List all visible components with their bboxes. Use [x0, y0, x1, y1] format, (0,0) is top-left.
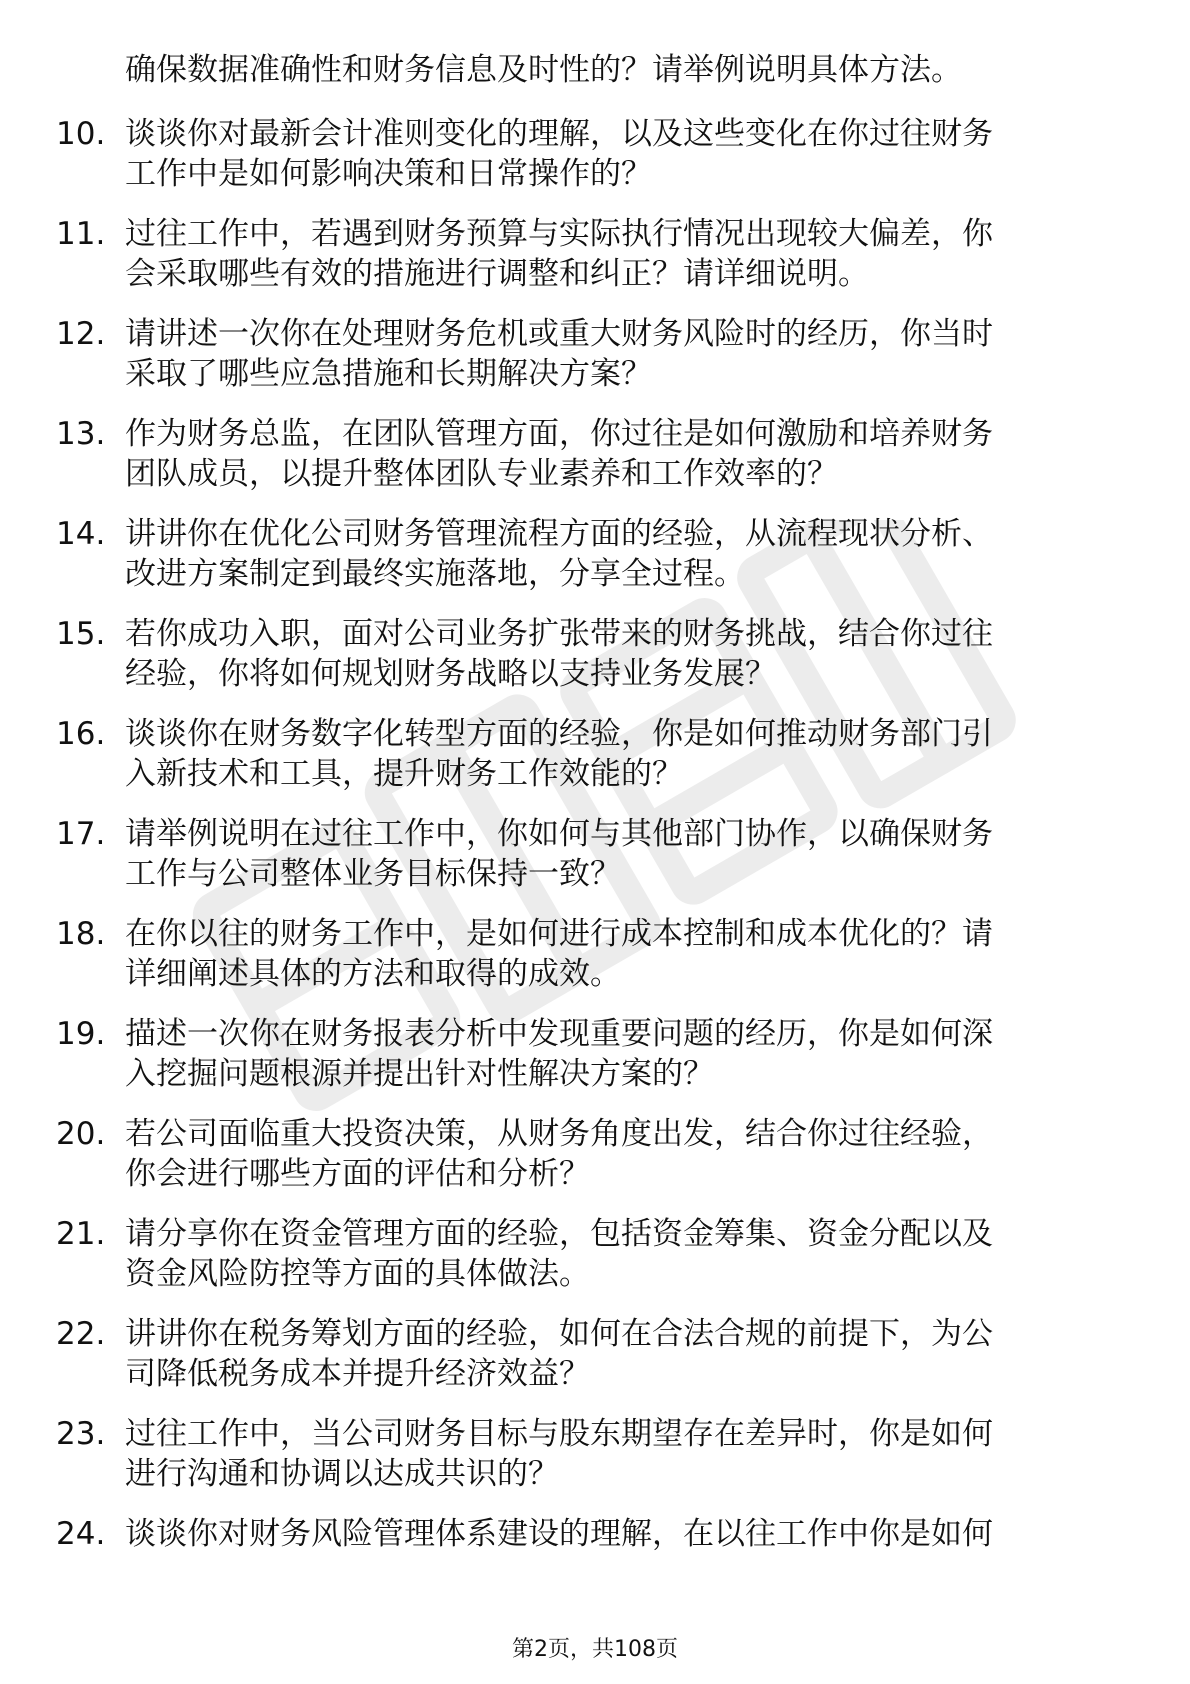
question-text-line: 工作中是如何影响决策和日常操作的？	[125, 156, 652, 192]
question-number: 21.	[56, 1216, 106, 1252]
list-item	[0, 612, 1190, 712]
list-item	[0, 1312, 1190, 1412]
question-number: 23.	[56, 1416, 106, 1452]
page-number-footer: 第2页，共108页	[512, 1637, 678, 1662]
list-item	[0, 812, 1190, 912]
question-text-line: 司降低税务成本并提升经济效益？	[125, 1356, 590, 1392]
question-text-line: 若你成功入职，面对公司业务扩张带来的财务挑战，结合你过往	[125, 616, 993, 652]
list-item	[0, 312, 1190, 412]
question-text-line: 入挖掘问题根源并提出针对性解决方案的？	[125, 1056, 714, 1092]
list-item	[0, 1112, 1190, 1212]
list-item	[0, 412, 1190, 512]
question-text-line: 请分享你在资金管理方面的经验，包括资金筹集、资金分配以及	[125, 1216, 993, 1252]
question-text-line: 进行沟通和协调以达成共识的？	[125, 1456, 559, 1492]
question-list	[0, 112, 1190, 1612]
list-item	[0, 212, 1190, 312]
question-number: 18.	[56, 916, 106, 952]
question-number: 14.	[56, 516, 106, 552]
question-text-line: 过往工作中，若遇到财务预算与实际执行情况出现较大偏差，你	[125, 216, 993, 252]
question-text-line: 谈谈你对财务风险管理体系建设的理解，在以往工作中你是如何	[125, 1516, 993, 1552]
question-text-line: 描述一次你在财务报表分析中发现重要问题的经历，你是如何深	[125, 1016, 993, 1052]
question-text-line: 资金风险防控等方面的具体做法。	[125, 1256, 590, 1292]
question-text-line: 经验，你将如何规划财务战略以支持业务发展？	[125, 656, 776, 692]
question-text-line: 谈谈你对最新会计准则变化的理解，以及这些变化在你过往财务	[125, 116, 993, 152]
list-item	[0, 112, 1190, 212]
question-number: 11.	[56, 216, 106, 252]
question-text-line: 采取了哪些应急措施和长期解决方案？	[125, 356, 652, 392]
question-text-line: 你会进行哪些方面的评估和分析？	[125, 1156, 590, 1192]
question-text-line: 请举例说明在过往工作中，你如何与其他部门协作，以确保财务	[125, 816, 993, 852]
question-number: 10.	[56, 116, 106, 152]
question-text-line: 工作与公司整体业务目标保持一致？	[125, 856, 621, 892]
question-text-line: 过往工作中，当公司财务目标与股东期望存在差异时，你是如何	[125, 1416, 993, 1452]
question-text-line: 会采取哪些有效的措施进行调整和纠正？请详细说明。	[125, 256, 869, 292]
question-number: 16.	[56, 716, 106, 752]
question-text-line: 讲讲你在税务筹划方面的经验，如何在合法合规的前提下，为公	[125, 1316, 993, 1352]
question-text-line: 入新技术和工具，提升财务工作效能的？	[125, 756, 683, 792]
question-number: 13.	[56, 416, 106, 452]
question-text-line: 改进方案制定到最终实施落地，分享全过程。	[125, 556, 745, 592]
question-number: 19.	[56, 1016, 106, 1052]
list-item	[0, 1212, 1190, 1312]
list-item	[0, 512, 1190, 612]
list-item	[0, 912, 1190, 1012]
question-text-line: 团队成员，以提升整体团队专业素养和工作效率的？	[125, 456, 838, 492]
question-text-line: 讲讲你在优化公司财务管理流程方面的经验，从流程现状分析、	[125, 516, 993, 552]
question-text-line: 请讲述一次你在处理财务危机或重大财务风险时的经历，你当时	[125, 316, 993, 352]
question-number: 22.	[56, 1316, 106, 1352]
question-text-line: 在你以往的财务工作中，是如何进行成本控制和成本优化的？请	[125, 916, 993, 952]
question-text-line: 作为财务总监，在团队管理方面，你过往是如何激励和培养财务	[125, 416, 993, 452]
question-number: 20.	[56, 1116, 106, 1152]
question-text-line: 谈谈你在财务数字化转型方面的经验，你是如何推动财务部门引	[125, 716, 993, 752]
question-number: 12.	[56, 316, 106, 352]
question-number: 17.	[56, 816, 106, 852]
question-number: 15.	[56, 616, 106, 652]
list-item	[0, 712, 1190, 812]
list-item	[0, 1412, 1190, 1512]
list-item	[0, 1012, 1190, 1112]
question-text-line: 详细阐述具体的方法和取得的成效。	[125, 956, 621, 992]
list-item	[0, 1512, 1190, 1612]
question-number: 24.	[56, 1516, 106, 1552]
continued-question-text: 确保数据准确性和财务信息及时性的？请举例说明具体方法。	[125, 52, 962, 88]
question-text-line: 若公司面临重大投资决策，从财务角度出发，结合你过往经验，	[125, 1116, 993, 1152]
